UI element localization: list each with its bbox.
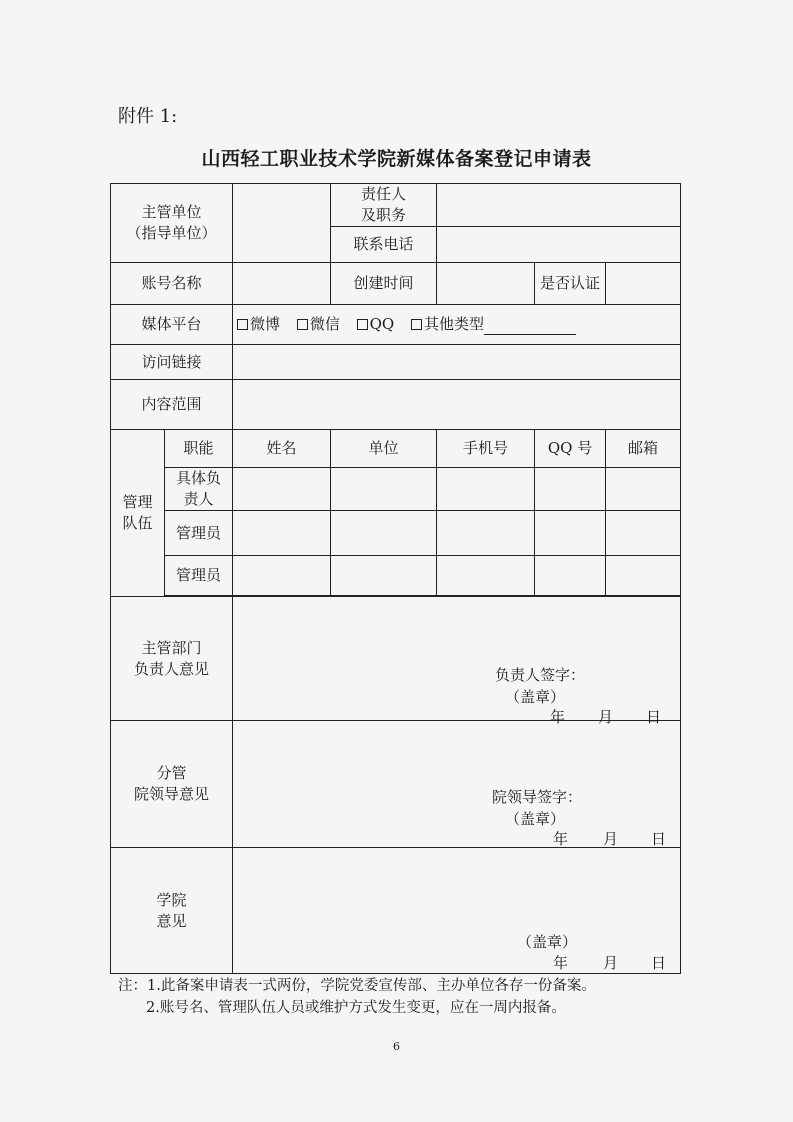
content-scope-label: 内容范围 <box>111 380 233 430</box>
unit-field[interactable] <box>331 511 437 556</box>
team-label-line1: 管理 <box>122 493 153 511</box>
form-notes <box>118 975 596 1019</box>
col-header-name: 姓名 <box>233 430 331 468</box>
verified-label: 是否认证 <box>535 263 606 305</box>
college-seal-label: （盖章） <box>517 933 578 951</box>
content-scope-field[interactable] <box>233 380 681 430</box>
supervisor-unit-label <box>111 184 233 263</box>
platform-option-qq[interactable] <box>357 314 395 335</box>
checkbox-icon[interactable] <box>357 319 368 330</box>
platform-option-label: 微信 <box>309 315 340 333</box>
col-header-qq: QQ 号 <box>535 430 606 468</box>
mobile-field[interactable] <box>437 556 535 596</box>
table-row <box>111 556 681 596</box>
note-line-1: 注：1.此备案申请表一式两份，学院党委宣传部、主办单位各存一份备案。 <box>118 978 596 994</box>
media-platform-label: 媒体平台 <box>111 305 233 345</box>
role-cell-admin: 管理员 <box>165 556 233 596</box>
supervisor-unit-field[interactable] <box>233 184 331 263</box>
leader-date-day: 日 <box>651 830 667 848</box>
role-cell-admin: 管理员 <box>165 511 233 556</box>
college-opinion-field[interactable] <box>233 848 681 974</box>
qq-field[interactable] <box>535 511 606 556</box>
dept-date-day: 日 <box>646 708 662 726</box>
name-field[interactable] <box>233 511 331 556</box>
leader-opinion-label-line2: 院领导意见 <box>134 785 210 803</box>
table-row <box>111 468 681 511</box>
team-label-line2: 队伍 <box>122 514 153 532</box>
col-header-mobile: 手机号 <box>437 430 535 468</box>
college-date-year: 年 <box>553 954 569 972</box>
qq-field[interactable] <box>535 468 606 511</box>
attachment-label: 附件 1: <box>118 106 178 127</box>
name-field[interactable] <box>233 556 331 596</box>
col-header-email: 邮箱 <box>606 430 681 468</box>
dept-opinion-label <box>111 597 233 721</box>
verified-field[interactable] <box>606 263 681 305</box>
name-field[interactable] <box>233 468 331 511</box>
account-name-label: 账号名称 <box>111 263 233 305</box>
created-time-field[interactable] <box>437 263 535 305</box>
form-title: 山西轻工职业技术学院新媒体备案登记申请表 <box>201 148 592 170</box>
checkbox-icon[interactable] <box>411 319 422 330</box>
college-opinion-label-line1: 学院 <box>156 890 187 909</box>
platform-option-other[interactable] <box>411 314 576 335</box>
role-text-line2: 责人 <box>183 490 214 508</box>
contact-phone-label: 联系电话 <box>331 227 437 263</box>
checkbox-icon[interactable] <box>237 319 248 330</box>
checkbox-icon[interactable] <box>297 319 308 330</box>
college-date-month: 月 <box>603 954 619 972</box>
college-date-day: 日 <box>651 954 667 972</box>
email-field[interactable] <box>606 511 681 556</box>
responsible-person-subtext: 及职务 <box>361 206 407 224</box>
role-cell-lead <box>165 468 233 511</box>
col-header-unit: 单位 <box>331 430 437 468</box>
responsible-person-text: 责任人 <box>361 185 407 203</box>
registration-form-table <box>110 183 681 974</box>
note-line-2: 2.账号名、管理队伍人员或维护方式发生变更，应在一周内报备。 <box>146 1000 566 1016</box>
page-number: 6 <box>393 1040 400 1053</box>
platform-option-label: QQ <box>369 315 395 333</box>
platform-option-wechat[interactable] <box>297 314 340 335</box>
management-team-label <box>111 430 165 597</box>
platform-option-weibo[interactable] <box>237 314 280 335</box>
email-field[interactable] <box>606 556 681 596</box>
email-field[interactable] <box>606 468 681 511</box>
leader-opinion-label-line1: 分管 <box>156 764 187 782</box>
contact-phone-field[interactable] <box>437 227 681 263</box>
responsible-person-label <box>331 184 437 227</box>
other-type-blank[interactable] <box>484 320 576 335</box>
dept-date-month: 月 <box>598 708 614 726</box>
col-header-role: 职能 <box>165 430 233 468</box>
leader-opinion-field[interactable] <box>233 721 681 848</box>
leader-seal-label: （盖章） <box>505 810 566 828</box>
unit-field[interactable] <box>331 556 437 596</box>
account-name-field[interactable] <box>233 263 331 305</box>
dept-opinion-label-line2: 负责人意见 <box>134 659 210 678</box>
platform-option-label: 微博 <box>250 315 281 333</box>
role-text-line1: 具体负 <box>176 469 222 487</box>
college-opinion-label <box>111 848 233 974</box>
mobile-field[interactable] <box>437 468 535 511</box>
access-link-field[interactable] <box>233 345 681 380</box>
leader-signature-label: 院领导签字： <box>492 788 583 806</box>
dept-opinion-label-line1: 主管部门 <box>141 638 202 657</box>
leader-opinion-label <box>111 721 233 848</box>
responsible-person-field[interactable] <box>437 184 681 227</box>
platform-option-label: 其他类型 <box>424 315 485 333</box>
supervisor-unit-text: 主管单位 <box>141 203 202 221</box>
created-time-label: 创建时间 <box>331 263 437 305</box>
dept-date-year: 年 <box>550 708 566 726</box>
mobile-field[interactable] <box>437 511 535 556</box>
qq-field[interactable] <box>535 556 606 596</box>
leader-date-month: 月 <box>603 830 619 848</box>
dept-opinion-field[interactable] <box>233 597 681 726</box>
college-opinion-label-line2: 意见 <box>156 911 187 930</box>
supervisor-unit-subtext: （指导单位） <box>126 224 217 242</box>
leader-date-year: 年 <box>553 830 569 848</box>
table-row <box>111 511 681 556</box>
dept-seal-label: （盖章） <box>505 688 566 706</box>
dept-signature-label: 负责人签字： <box>495 666 586 684</box>
unit-field[interactable] <box>331 468 437 511</box>
access-link-label: 访问链接 <box>111 345 233 380</box>
media-platform-options <box>233 305 681 345</box>
